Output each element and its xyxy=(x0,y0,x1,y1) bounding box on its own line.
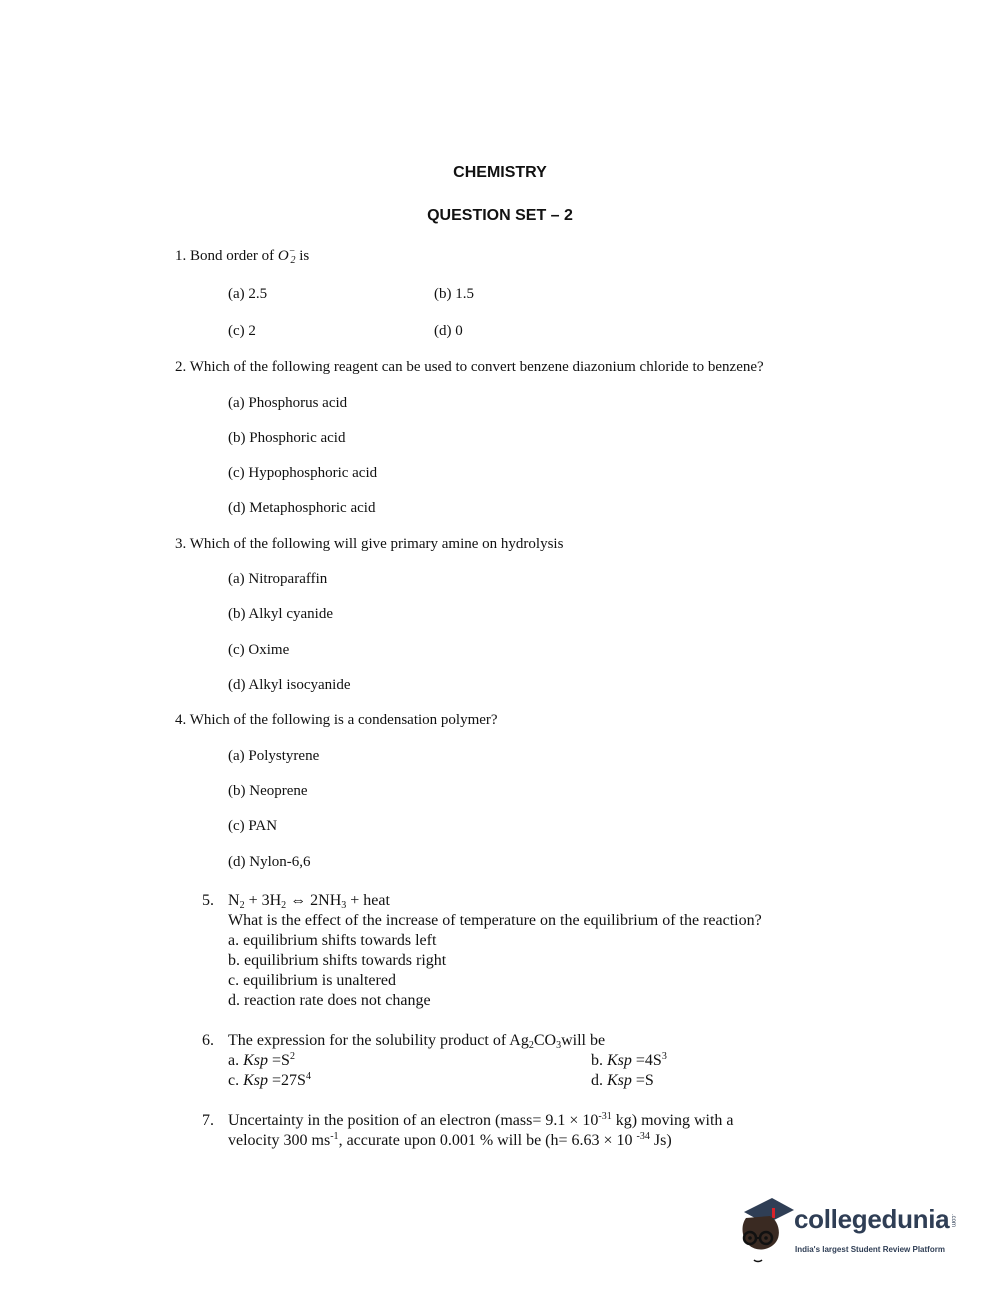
logo-domain: .com xyxy=(950,1214,956,1228)
option: (a) Phosphorus acid xyxy=(228,395,348,411)
option: c. equilibrium is unaltered xyxy=(228,972,396,989)
formula-o2-minus: $O^-_2$ xyxy=(277,246,296,266)
question-4: 4. Which of the following is a condensation polymer? xyxy=(175,712,498,728)
subject-title: CHEMISTRY xyxy=(453,164,547,181)
logo-wordmark: collegedunia xyxy=(794,1204,950,1234)
question-3: 3. Which of the following will give primary amine on hydrolysis xyxy=(175,536,564,552)
question-number: 7. xyxy=(202,1112,214,1129)
option: (c) Oxime xyxy=(228,642,290,658)
question-5-text: What is the effect of the increase of temperature on the equilibrium of the reaction? xyxy=(228,912,762,929)
student-mascot-icon xyxy=(736,1196,796,1266)
option: (c) Hypophosphoric acid xyxy=(228,465,378,481)
question-set-title: QUESTION SET – 2 xyxy=(427,207,573,224)
question-number: 5. xyxy=(202,892,214,909)
question-number: 6. xyxy=(202,1032,214,1049)
option: (c) PAN xyxy=(228,818,278,834)
question-6-text: The expression for the solubility product of $Ag_2CO_3will$ be xyxy=(228,1032,606,1051)
reaction-equation: $N_2 + 3H_2$ ⇔ $2NH_3$ + heat xyxy=(228,892,390,911)
question-2: 2. Which of the following reagent can be used to convert benzene diazonium chloride to benzene? xyxy=(175,359,764,375)
question-1: 1. Bond order of $O^-_2$ is xyxy=(175,246,310,266)
option: a. equilibrium shifts towards left xyxy=(228,932,437,949)
collegedunia-logo xyxy=(736,1196,961,1266)
option: (d) 0 xyxy=(434,323,463,339)
option: (b) Phosphoric acid xyxy=(228,430,346,446)
question-7-line-1: Uncertainty in the position of an electron (mass= $9.1 \times 10^{-31}$ kg) moving with a xyxy=(228,1111,734,1129)
option: (b) Alkyl cyanide xyxy=(228,606,333,622)
option: (a) Nitroparaffin xyxy=(228,571,328,587)
question-6 xyxy=(202,1031,822,1093)
option: b. Ksp $=4S^3$ xyxy=(591,1051,667,1069)
option: (d) Alkyl isocyanide xyxy=(228,677,351,693)
question-7 xyxy=(202,1111,822,1153)
option: (b) 1.5 xyxy=(434,286,474,302)
option: d. Ksp =S xyxy=(591,1072,654,1089)
option: (c) 2 xyxy=(228,323,256,339)
logo-tagline: India's largest Student Review Platform xyxy=(795,1245,945,1254)
option: (d) Metaphosphoric acid xyxy=(228,500,376,516)
option: b. equilibrium shifts towards right xyxy=(228,952,447,969)
option: a. Ksp $=S^2$ xyxy=(228,1051,295,1069)
option: (b) Neoprene xyxy=(228,783,308,799)
option: d. reaction rate does not change xyxy=(228,992,431,1009)
option: (d) Nylon-6,6 xyxy=(228,854,311,870)
question-5 xyxy=(202,891,822,1016)
option: c. Ksp $=27S^4$ xyxy=(228,1071,311,1089)
question-1-text: 1. Bond order of xyxy=(175,248,278,264)
question-7-line-2: velocity 300 $ms^{-1}$, accurate upon 0.001 % will be (h= 6.63 × 10 $^{-34}$ Js) xyxy=(228,1131,672,1149)
option: (a) 2.5 xyxy=(228,286,268,302)
option: (a) Polystyrene xyxy=(228,748,320,764)
